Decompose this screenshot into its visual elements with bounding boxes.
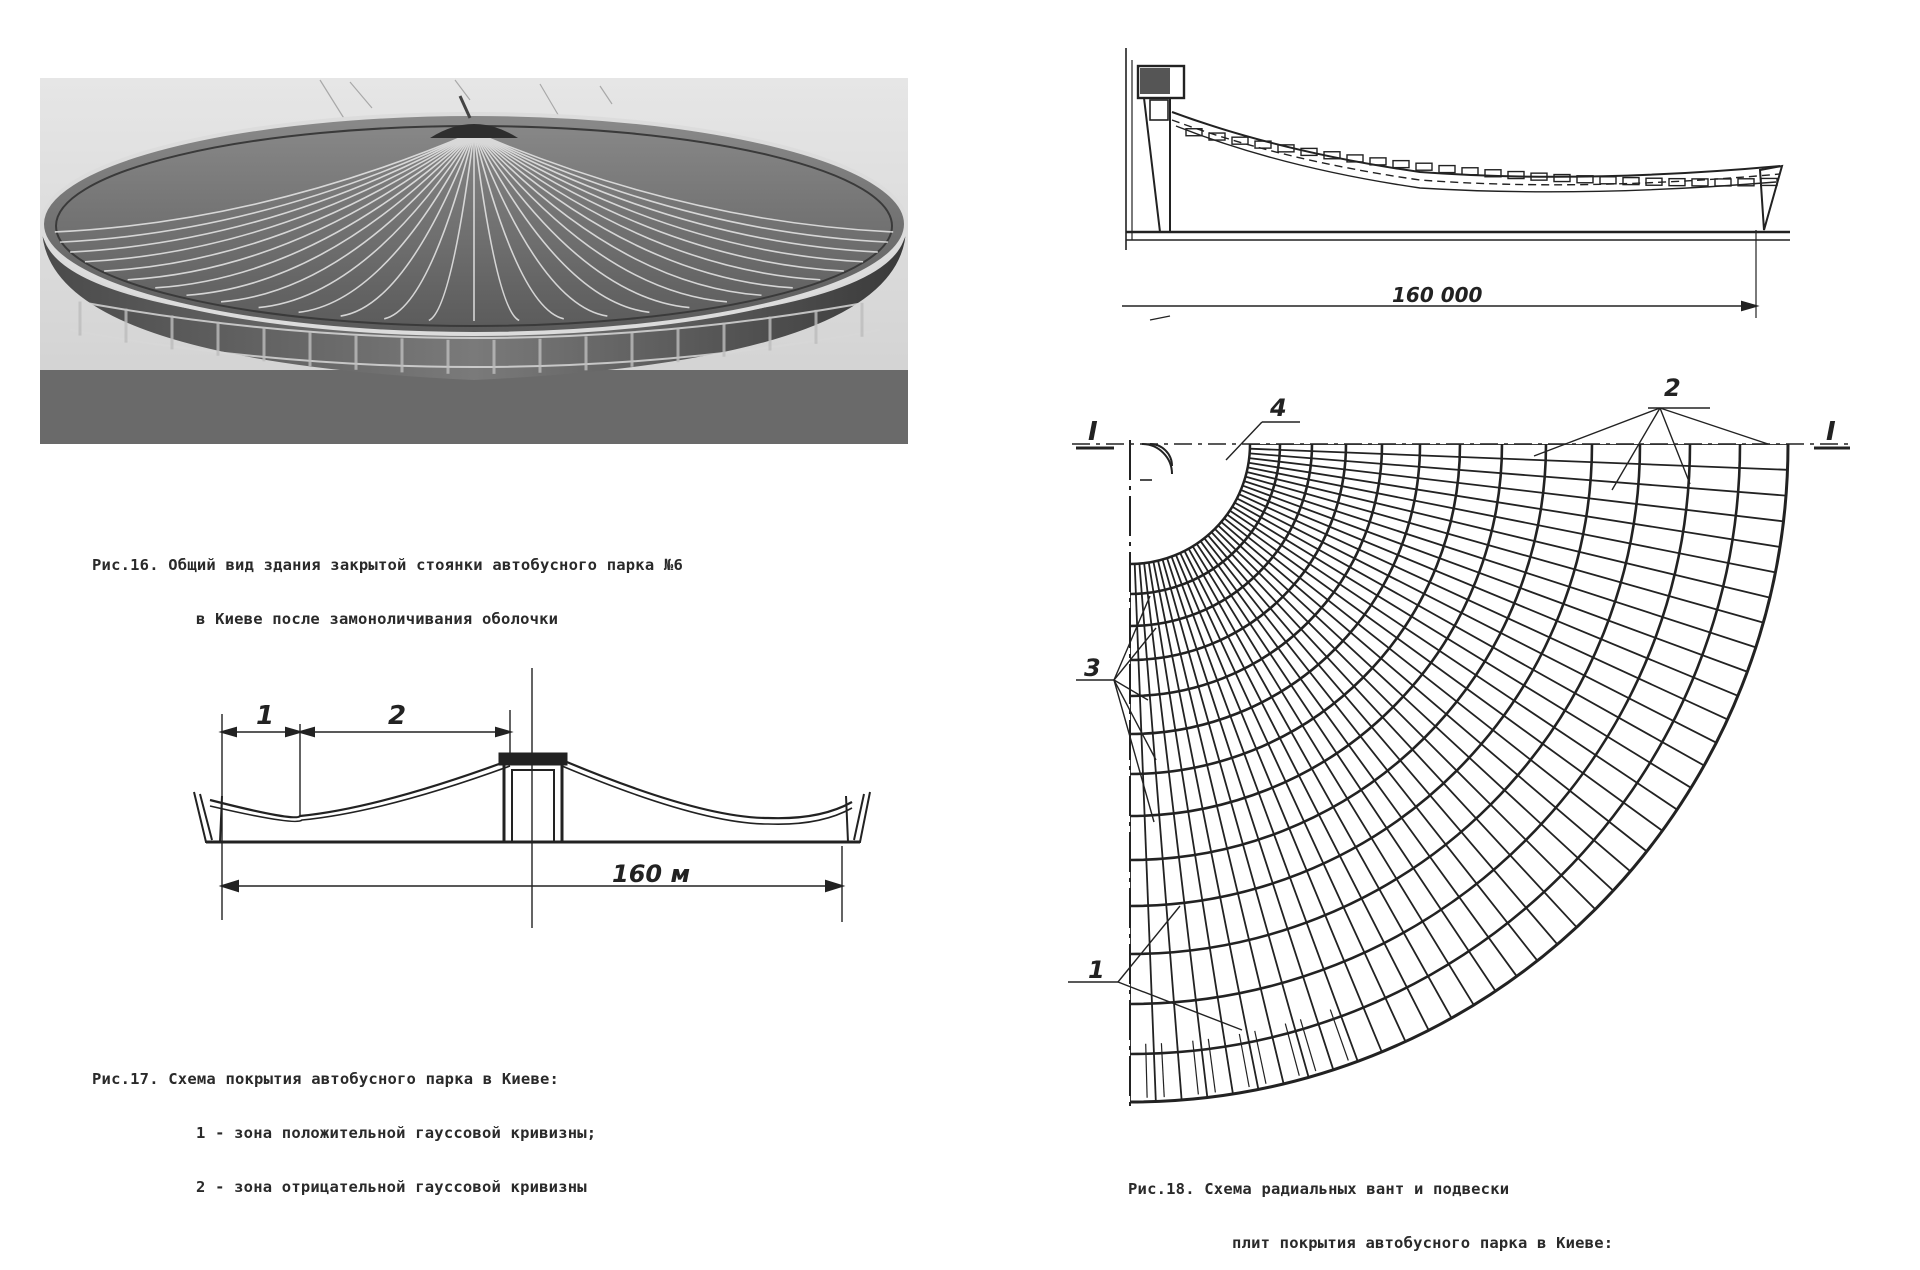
elevation-panel	[1393, 161, 1409, 168]
elevation-panel	[1439, 166, 1455, 173]
fig17-caption	[92, 1034, 596, 1214]
fig18-caption-line1: Рис.18. Схема радиальных вант и подвески	[1128, 1180, 1510, 1198]
fig17-label-zone2: 2	[388, 701, 407, 731]
fig18-elevation-panels	[1186, 129, 1777, 186]
radial-cable	[1167, 558, 1333, 1070]
fig17-label-zone1: 1	[256, 701, 275, 731]
fig18-caption	[1128, 1144, 1613, 1270]
fig18-plan	[1068, 408, 1850, 1110]
fig16-caption-line1: Рис.16. Общий вид здания закрытой стоянки автобусного парка №6	[92, 556, 683, 574]
radial-cable	[1244, 481, 1756, 647]
fig17-dimension: 160 м	[612, 860, 691, 888]
fig18-label-2: 2	[1664, 374, 1681, 402]
fig18-label-1: 1	[1088, 956, 1105, 984]
radial-cable	[1230, 511, 1677, 810]
fig18-section-mark-left: I	[1088, 417, 1098, 447]
edge-hatch	[1161, 1043, 1164, 1097]
radial-cable	[1245, 477, 1763, 623]
radial-cable	[1248, 467, 1776, 572]
fig16-photo	[40, 78, 908, 444]
elevation-panel	[1600, 177, 1616, 184]
elevation-panel	[1416, 163, 1432, 170]
radial-cable	[1249, 463, 1780, 547]
fig17-caption-line2: 1 - зона положительной гауссовой кривизны;	[196, 1124, 597, 1142]
fig18-top-dimension: 160 000	[1392, 283, 1483, 307]
radial-cable	[1163, 559, 1309, 1077]
radial-cable	[1149, 563, 1233, 1094]
radial-cable	[1153, 562, 1258, 1090]
fig18-elevation	[1122, 48, 1790, 320]
fig18-label-3: 3	[1084, 654, 1101, 682]
fig18-caption-line2: плит покрытия автобусного парка в Киеве:	[1232, 1234, 1614, 1252]
radial-cable	[1197, 544, 1496, 991]
fig17-caption-line3: 2 - зона отрицательной гауссовой кривизны	[196, 1178, 587, 1196]
fig17-section	[194, 668, 870, 928]
fig17-caption-line1: Рис.17. Схема покрытия автобусного парка в Киеве:	[92, 1070, 560, 1088]
fig18-label-4: 4	[1270, 394, 1287, 422]
edge-hatch	[1146, 1044, 1147, 1098]
fig16-caption	[92, 520, 683, 646]
radial-cable	[1215, 529, 1595, 909]
edge-hatch	[1193, 1041, 1199, 1095]
edge-hatch	[1208, 1039, 1215, 1093]
edge-hatch	[1177, 1042, 1181, 1096]
elevation-panel	[1554, 175, 1570, 182]
fig18-section-mark-right: I	[1826, 417, 1836, 447]
fig16-caption-line2: в Киеве после замоноличивания оболочки	[196, 610, 559, 628]
